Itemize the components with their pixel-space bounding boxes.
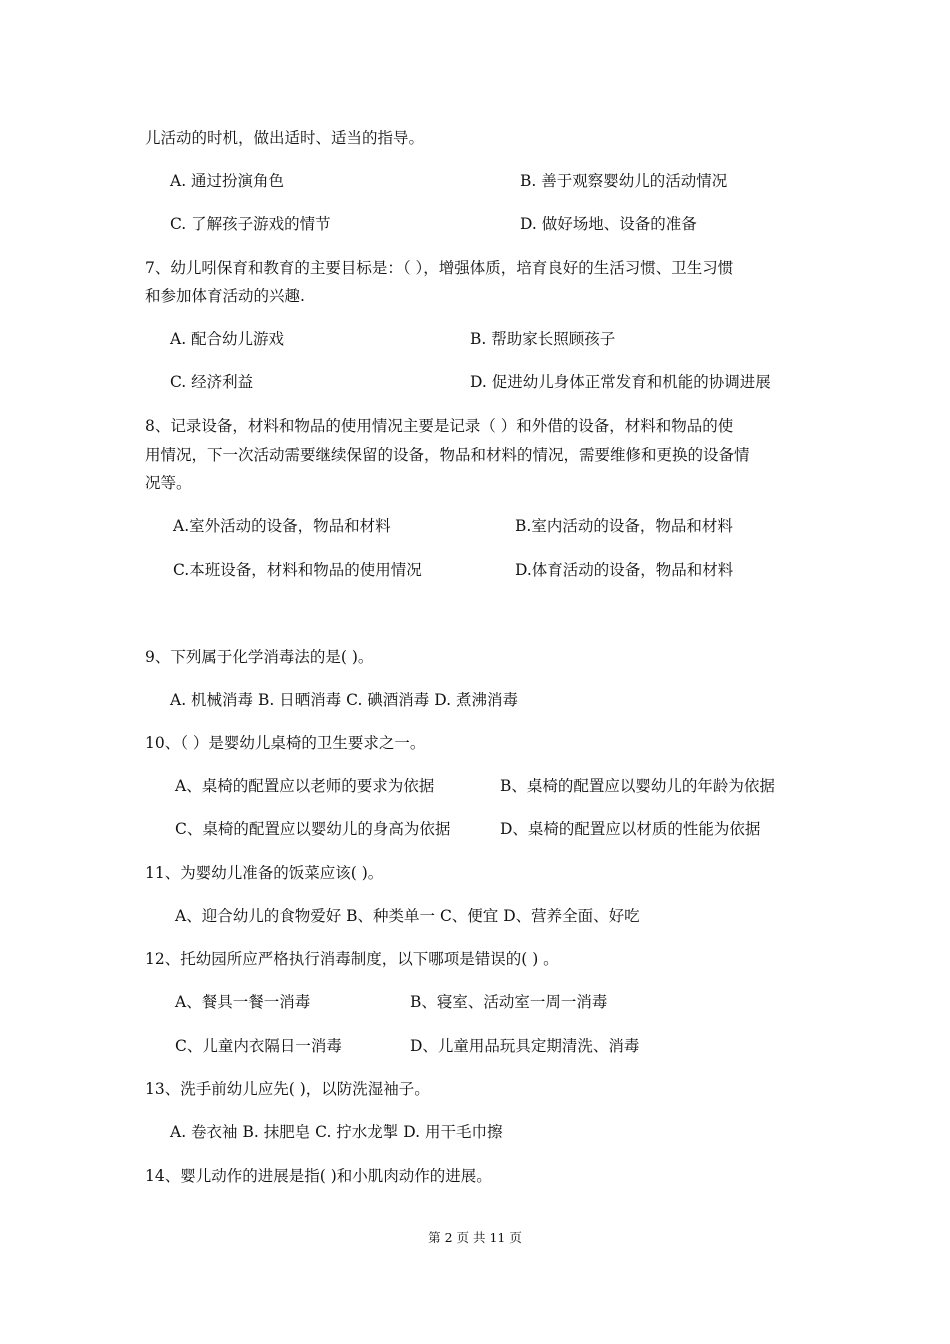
option-c: C. 经济利益	[170, 373, 254, 391]
option-d: D、儿童用品玩具定期清洗、消毒	[410, 1037, 640, 1055]
text-line: 用情况，下一次活动需要继续保留的设备，物品和材料的情况，需要维修和更换的设备情	[145, 446, 750, 464]
option-b: B. 帮助家长照顾孩子	[470, 330, 616, 348]
option-c: C、桌椅的配置应以婴幼儿的身高为依据	[175, 820, 451, 838]
option-b: B. 善于观察婴幼儿的活动情况	[520, 172, 728, 190]
option-b: B.室内活动的设备，物品和材料	[515, 517, 733, 535]
question-14: 14、婴儿动作的进展是指( )和小肌肉动作的进展。	[145, 1167, 492, 1185]
page-footer: 第 2 页 共 11 页	[428, 1230, 522, 1245]
option-d: D. 做好场地、设备的准备	[520, 215, 697, 233]
text-line: 和参加体育活动的兴趣.	[145, 287, 305, 305]
option-d: D. 促进幼儿身体正常发育和机能的协调进展	[470, 373, 771, 391]
question-9: 9、下列属于化学消毒法的是( )。	[145, 648, 374, 666]
question-11: 11、为婴幼儿准备的饭菜应该( )。	[145, 864, 384, 882]
text-line: 儿活动的时机，做出适时、适当的指导。	[145, 129, 425, 147]
option-c: C. 了解孩子游戏的情节	[170, 215, 331, 233]
question-10: 10、（ ）是婴幼儿桌椅的卫生要求之一。	[145, 734, 426, 752]
option-d: D.体育活动的设备，物品和材料	[515, 561, 734, 579]
option-b: B、寝室、活动室一周一消毒	[410, 993, 608, 1011]
option-a: A. 配合幼儿游戏	[170, 330, 285, 348]
options-row: A. 机械消毒 B. 日晒消毒 C. 碘酒消毒 D. 煮沸消毒	[170, 691, 518, 709]
option-d: D、桌椅的配置应以材质的性能为依据	[500, 820, 761, 838]
option-c: C、儿童内衣隔日一消毒	[175, 1037, 342, 1055]
text-line: 况等。	[145, 474, 192, 492]
option-b: B、桌椅的配置应以婴幼儿的年龄为依据	[500, 777, 775, 795]
option-c: C.本班设备，材料和物品的使用情况	[173, 561, 422, 579]
question-12: 12、托幼园所应严格执行消毒制度，以下哪项是错误的( ) 。	[145, 950, 559, 968]
question-13: 13、洗手前幼儿应先( )，以防洗湿袖子。	[145, 1080, 430, 1098]
option-a: A、餐具一餐一消毒	[175, 993, 311, 1011]
options-row: A. 卷衣袖 B. 抹肥皂 C. 拧水龙掣 D. 用干毛巾擦	[170, 1123, 503, 1141]
option-a: A. 通过扮演角色	[170, 172, 285, 190]
options-row: A、迎合幼儿的食物爱好 B、种类单一 C、便宜 D、营养全面、好吃	[175, 907, 640, 925]
option-a: A、桌椅的配置应以老师的要求为依据	[175, 777, 435, 795]
question-7: 7、幼儿吲保育和教育的主要目标是：（ ），增强体质，培育良好的生活习惯、卫生习惯	[145, 259, 734, 277]
question-8: 8、记录设备，材料和物品的使用情况主要是记录（ ）和外借的设备，材料和物品的使	[145, 417, 734, 435]
option-a: A.室外活动的设备，物品和材料	[173, 517, 391, 535]
